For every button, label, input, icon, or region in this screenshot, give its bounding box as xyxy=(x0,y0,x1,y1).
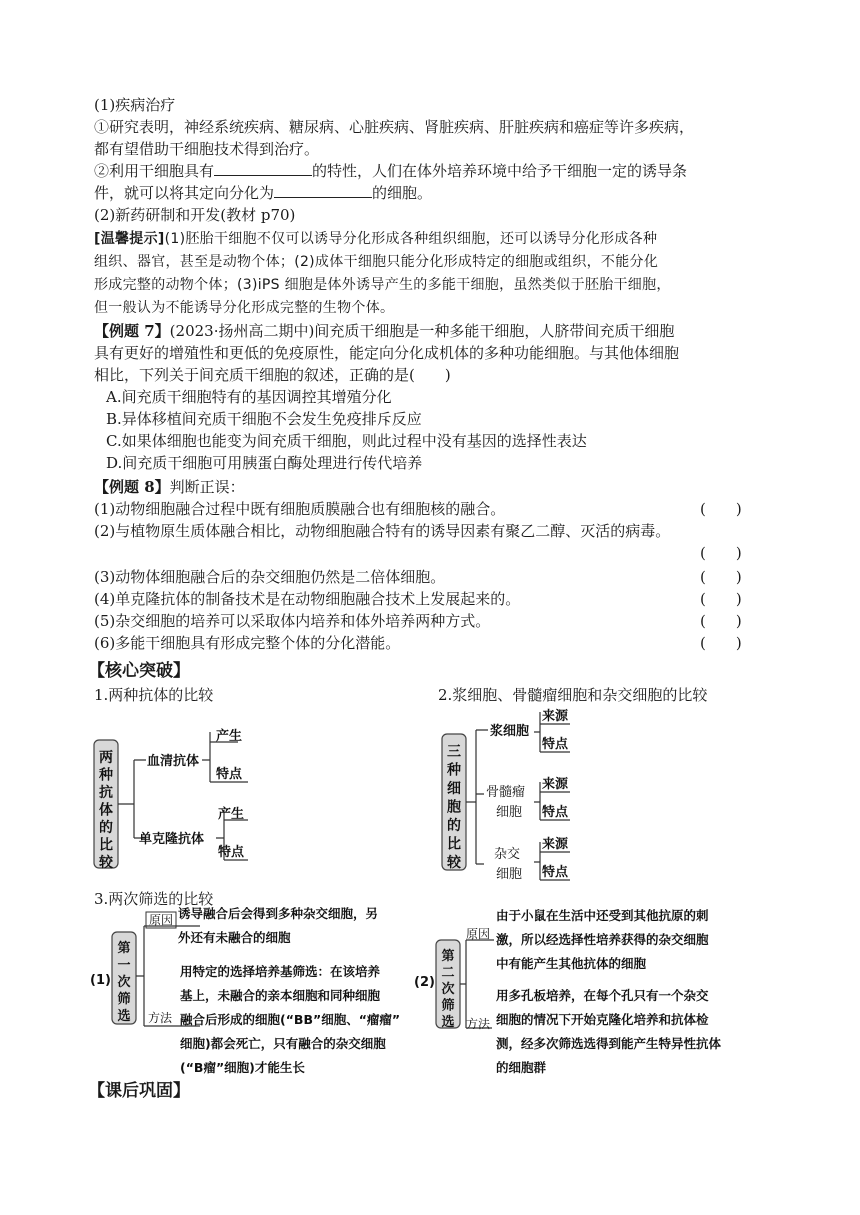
judge-item: (4)单克隆抗体的制备技术是在动物细胞融合技术上发展起来的。 xyxy=(94,590,521,608)
leaf-produce: 产生 xyxy=(216,729,243,744)
option-d[interactable]: D.间充质干细胞可用胰蛋白酶处理进行传代培养 xyxy=(106,454,423,472)
example7-label: 【例题 7】 xyxy=(94,322,170,340)
svg-text:(1): (1) xyxy=(90,973,111,988)
example7-line: 具有更好的增殖性和更低的免疫原性，能定向分化成机体的多种功能细胞。与其他体细胞 xyxy=(94,344,680,362)
example8-line: 【例题 8】判断正误： xyxy=(94,478,245,496)
diagram3-root1-char: 选 xyxy=(117,1009,131,1024)
diagram3-root1-char: 筛 xyxy=(117,992,131,1007)
diagram3-root2-char: 选 xyxy=(441,1015,455,1030)
reason-label: 原因 xyxy=(466,927,491,941)
diagram1-root-char: 体 xyxy=(99,802,113,819)
hybrid-cell-label: 杂交 xyxy=(494,847,521,862)
svg-text:细胞: 细胞 xyxy=(496,805,523,820)
second-method-line: 细胞的情况下开始克隆化培养和抗体检 xyxy=(496,1012,709,1027)
option-b[interactable]: B.异体移植间充质干细胞不会发生免疫排斥反应 xyxy=(106,410,422,428)
answer-parens[interactable]: ( ) xyxy=(700,568,742,586)
answer-parens[interactable]: ( ) xyxy=(700,544,742,562)
example8-label: 【例题 8】 xyxy=(94,478,170,496)
fill-blank-line: 件，就可以将其定向分化为 的细胞。 xyxy=(94,184,433,202)
example7-line: 【例题 7】(2023·扬州高二期中)间充质干细胞是一种多能干细胞，人脐带间充质干细胞 xyxy=(94,322,675,340)
drug-development-heading: (2)新药研制和开发(教材 p70) xyxy=(94,206,296,224)
first-method-line: (“B瘤”细胞)才能生长 xyxy=(180,1060,305,1075)
disease-treatment-heading: (1)疾病治疗 xyxy=(94,96,176,114)
first-method-line: 基上，未融合的亲本细胞和同种细胞 xyxy=(180,988,381,1003)
judge-item: (6)多能干细胞具有形成完整个体的分化潜能。 xyxy=(94,634,401,652)
tip-line: 但一般认为不能诱导分化形成完整的生物个体。 xyxy=(94,300,395,316)
judge-item: (1)动物细胞融合过程中既有细胞质膜融合也有细胞核的融合。 xyxy=(94,500,506,518)
tip-line: 组织、器官，甚至是动物个体；(2)成体干细胞只能分化形成特定的细胞或组织，不能分化 xyxy=(94,254,659,270)
caption-2: 2.浆细胞、骨髓瘤细胞和杂交细胞的比较 xyxy=(438,686,708,704)
diagram2-root-char: 细 xyxy=(447,781,461,797)
antibody-comparison-diagram xyxy=(88,720,268,880)
first-method-line: 细胞)都会死亡，只有融合的杂交细胞 xyxy=(180,1036,386,1051)
answer-parens[interactable]: ( ) xyxy=(700,612,742,630)
diagram1-root-char: 的 xyxy=(99,820,113,836)
paragraph-line: ①研究表明，神经系统疾病、糖尿病、心脏疾病、肾脏疾病、肝脏疾病和癌症等许多疾病， xyxy=(94,118,695,136)
diagram1-root-char: 两 xyxy=(99,750,113,766)
first-reason-line: 诱导融合后会得到多种杂交细胞，另 xyxy=(178,906,379,921)
example7-line: 相比，下列关于间充质干细胞的叙述，正确的是( ) xyxy=(94,366,451,384)
first-method-line: 用特定的选择培养基筛选：在该培养 xyxy=(180,964,381,979)
answer-parens[interactable]: ( ) xyxy=(700,590,742,608)
answer-blank[interactable] xyxy=(274,183,372,198)
first-reason-line: 外还有未融合的细胞 xyxy=(178,930,291,945)
myeloma-cell-label: 骨髓瘤 xyxy=(486,785,526,800)
core-section-title: 【核心突破】 xyxy=(88,661,190,681)
serum-antibody-label: 血清抗体 xyxy=(147,754,200,769)
judge-item: (5)杂交细胞的培养可以采取体内培养和体外培养两种方式。 xyxy=(94,612,491,630)
second-reason-line: 由于小鼠在生活中还受到其他抗原的刺 xyxy=(496,908,709,923)
svg-text:细胞: 细胞 xyxy=(496,867,523,882)
option-a[interactable]: A.间充质干细胞特有的基因调控其增殖分化 xyxy=(106,388,392,406)
answer-blank[interactable] xyxy=(214,161,312,176)
cell-comparison-diagram xyxy=(436,704,586,884)
diagram2-root-char: 较 xyxy=(447,855,461,871)
after-class-title: 【课后巩固】 xyxy=(88,1081,190,1101)
caption-1: 1.两种抗体的比较 xyxy=(94,686,214,704)
leaf-source: 来源 xyxy=(542,777,569,792)
diagram2-root-char: 比 xyxy=(447,836,461,853)
leaf-source: 来源 xyxy=(542,709,569,724)
diagram1-root-char: 比 xyxy=(99,837,113,854)
tip-line: 形成完整的动物个体；(3)iPS 细胞是体外诱导产生的多能干细胞，虽然类似于胚胎干细胞， xyxy=(94,277,671,293)
diagram3-root2-char: 筛 xyxy=(441,998,455,1014)
second-method-line: 测，经多次筛选选得到能产生特异性抗体 xyxy=(496,1036,722,1051)
diagram1-root-char: 种 xyxy=(99,767,113,784)
second-method-line: 用多孔板培养，在每个孔只有一个杂交 xyxy=(496,988,709,1003)
paragraph-line: 都有望借助干细胞技术得到治疗。 xyxy=(94,140,320,158)
tip-label: [温馨提示] xyxy=(94,231,165,247)
answer-parens[interactable]: ( ) xyxy=(700,500,742,518)
second-reason-line: 中有能产生其他抗体的细胞 xyxy=(496,956,647,971)
leaf-feature: 特点 xyxy=(542,865,569,880)
leaf-source: 来源 xyxy=(542,837,569,852)
answer-parens[interactable]: ( ) xyxy=(700,634,742,652)
caption-3: 3.两次筛选的比较 xyxy=(94,890,214,908)
reason-label: 原因 xyxy=(149,913,174,927)
diagram3-root2-char: 第 xyxy=(441,949,455,964)
diagram2-root-char: 的 xyxy=(447,818,461,834)
tip-line: [温馨提示](1)胚胎干细胞不仅可以诱导分化形成各种组织细胞，还可以诱导分化形成各种 xyxy=(94,231,658,247)
method-label: 方法 xyxy=(466,1017,491,1031)
diagram2-root-char: 种 xyxy=(447,762,461,779)
judge-item: (3)动物体细胞融合后的杂交细胞仍然是二倍体细胞。 xyxy=(94,568,446,586)
fill-blank-line: ②利用干细胞具有 的特性，人们在体外培养环境中给予干细胞一定的诱导条 xyxy=(94,162,688,180)
svg-text:(2): (2) xyxy=(414,975,435,990)
leaf-feature: 特点 xyxy=(216,767,243,782)
method-label: 方法 xyxy=(148,1011,173,1025)
monoclonal-antibody-label: 单克隆抗体 xyxy=(139,832,205,847)
diagram3-root1-char: 第 xyxy=(117,941,131,956)
leaf-feature: 特点 xyxy=(218,845,245,860)
diagram3-root2-char: 二 xyxy=(441,965,455,981)
second-method-line: 的细胞群 xyxy=(496,1060,547,1075)
diagram1-root-char: 抗 xyxy=(99,785,113,801)
option-c[interactable]: C.如果体细胞也能变为间充质干细胞，则此过程中没有基因的选择性表达 xyxy=(106,432,587,450)
judge-item: (2)与植物原生质体融合相比，动物细胞融合特有的诱导因素有聚乙二醇、灭活的病毒。 xyxy=(94,522,671,540)
plasma-cell-label: 浆细胞 xyxy=(490,724,530,739)
screening-comparison-diagram xyxy=(88,904,788,1084)
second-reason-line: 激，所以经选择性培养获得的杂交细胞 xyxy=(496,932,709,947)
diagram2-root-char: 三 xyxy=(447,744,461,760)
diagram3-root1-char: 次 xyxy=(117,975,131,990)
leaf-feature: 特点 xyxy=(542,805,569,820)
diagram3-root2-char: 次 xyxy=(441,982,455,997)
diagram2-root-char: 胞 xyxy=(447,799,461,816)
first-method-line: 融合后形成的细胞(“BB”细胞、“瘤瘤” xyxy=(180,1012,401,1027)
diagram3-root1-char: 一 xyxy=(117,958,131,973)
leaf-produce: 产生 xyxy=(218,807,245,822)
diagram1-root-char: 较 xyxy=(99,855,113,871)
leaf-feature: 特点 xyxy=(542,737,569,752)
